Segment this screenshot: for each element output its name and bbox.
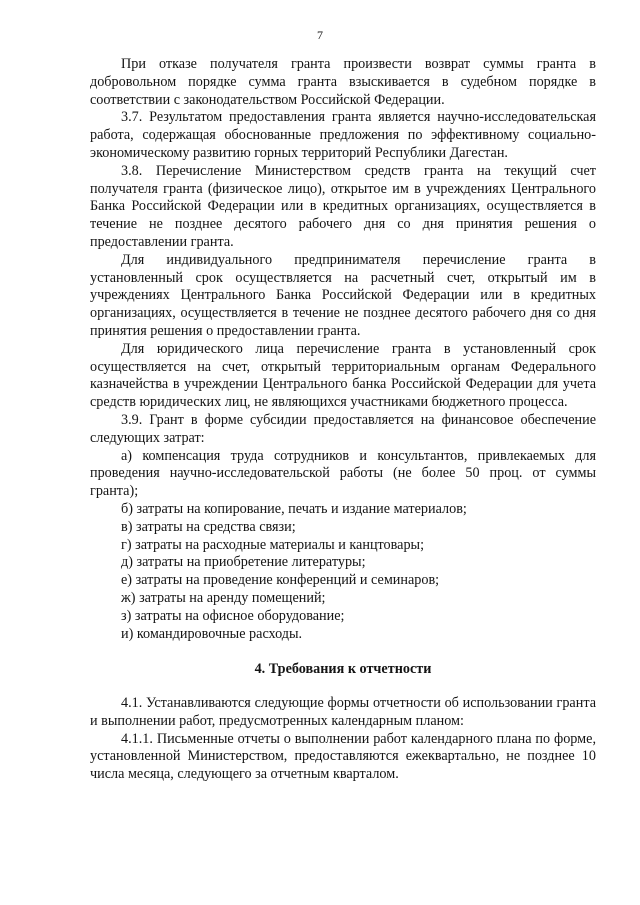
expense-item: б) затраты на копирование, печать и издание материалов; <box>121 500 467 517</box>
paragraph-4-1-1: 4.1.1. Письменные отчеты о выполнении работ календарного плана по форме, установленной Министерством, предоставляются ежеквартально, не позднее 10 числа месяца, следующего за отчетным кварталом. <box>90 730 596 783</box>
expense-item: г) затраты на расходные материалы и канцтовары; <box>121 536 425 553</box>
paragraph-refund: При отказе получателя гранта произвести возврат суммы гранта в добровольном порядке сумма гранта взыскивается в судебном порядке в соответствии с законодательством Российской Федерации. <box>90 56 596 108</box>
expense-item: ж) затраты на аренду помещений; <box>121 589 326 606</box>
expense-item: з) затраты на офисное оборудование; <box>121 607 345 624</box>
expense-list <box>90 448 596 644</box>
paragraph-3-9: 3.9. Грант в форме субсидии предоставляется на финансовое обеспечение следующих затрат: <box>90 411 596 446</box>
expense-item: а) компенсация труда сотрудников и консультантов, привлекаемых для проведения научно-исследовательской работы (не более 50 проц. от суммы гранта); <box>90 447 596 500</box>
paragraph-3-8: 3.8. Перечисление Министерством средств гранта на текущий счет получателя гранта (физическое лицо), открытое им в учреждениях Центрального Банка Российской Федерации или в кредитных организациях, осуществляется в течение не позднее десятого рабочего дня со дня принятия решения о предоставлении гранта. <box>90 162 596 250</box>
expense-item: е) затраты на проведение конференций и семинаров; <box>121 572 440 589</box>
paragraph-entrepreneur: Для индивидуального предпринимателя перечисление гранта в установленный срок осуществляется на расчетный счет, открытый им в учреждениях Центрального Банка Российской Федерации или в кредитных организациях, осуществляется в течение не позднее десятого рабочего дня со дня принятия решения о предоставлении гранта. <box>90 251 596 339</box>
document-body <box>90 56 596 784</box>
paragraph-4-1: 4.1. Устанавливаются следующие формы отчетности об использовании гранта и выполнении работ, предусмотренных календарным планом: <box>90 695 596 729</box>
expense-item: и) командировочные расходы. <box>121 625 303 642</box>
expense-item: д) затраты на приобретение литературы; <box>121 554 366 571</box>
section-heading: 4. Требования к отчетности <box>254 661 432 678</box>
paragraph-legal-entity: Для юридического лица перечисление гранта в установленный срок осуществляется на счет, открытый территориальным органам Федерального казначейства в учреждении Центрального банка Российской Федерации для учета средств юридических лиц, не являющихся участниками бюджетного процесса. <box>90 340 596 411</box>
expense-item: в) затраты на средства связи; <box>121 518 296 535</box>
paragraph-3-7: 3.7. Результатом предоставления гранта является научно-исследовательская работа, содержащая обоснованные предложения по эффективному социально-экономическому развитию горных территорий Республики Дагестан. <box>90 109 596 161</box>
page-number: 7 <box>317 28 323 42</box>
